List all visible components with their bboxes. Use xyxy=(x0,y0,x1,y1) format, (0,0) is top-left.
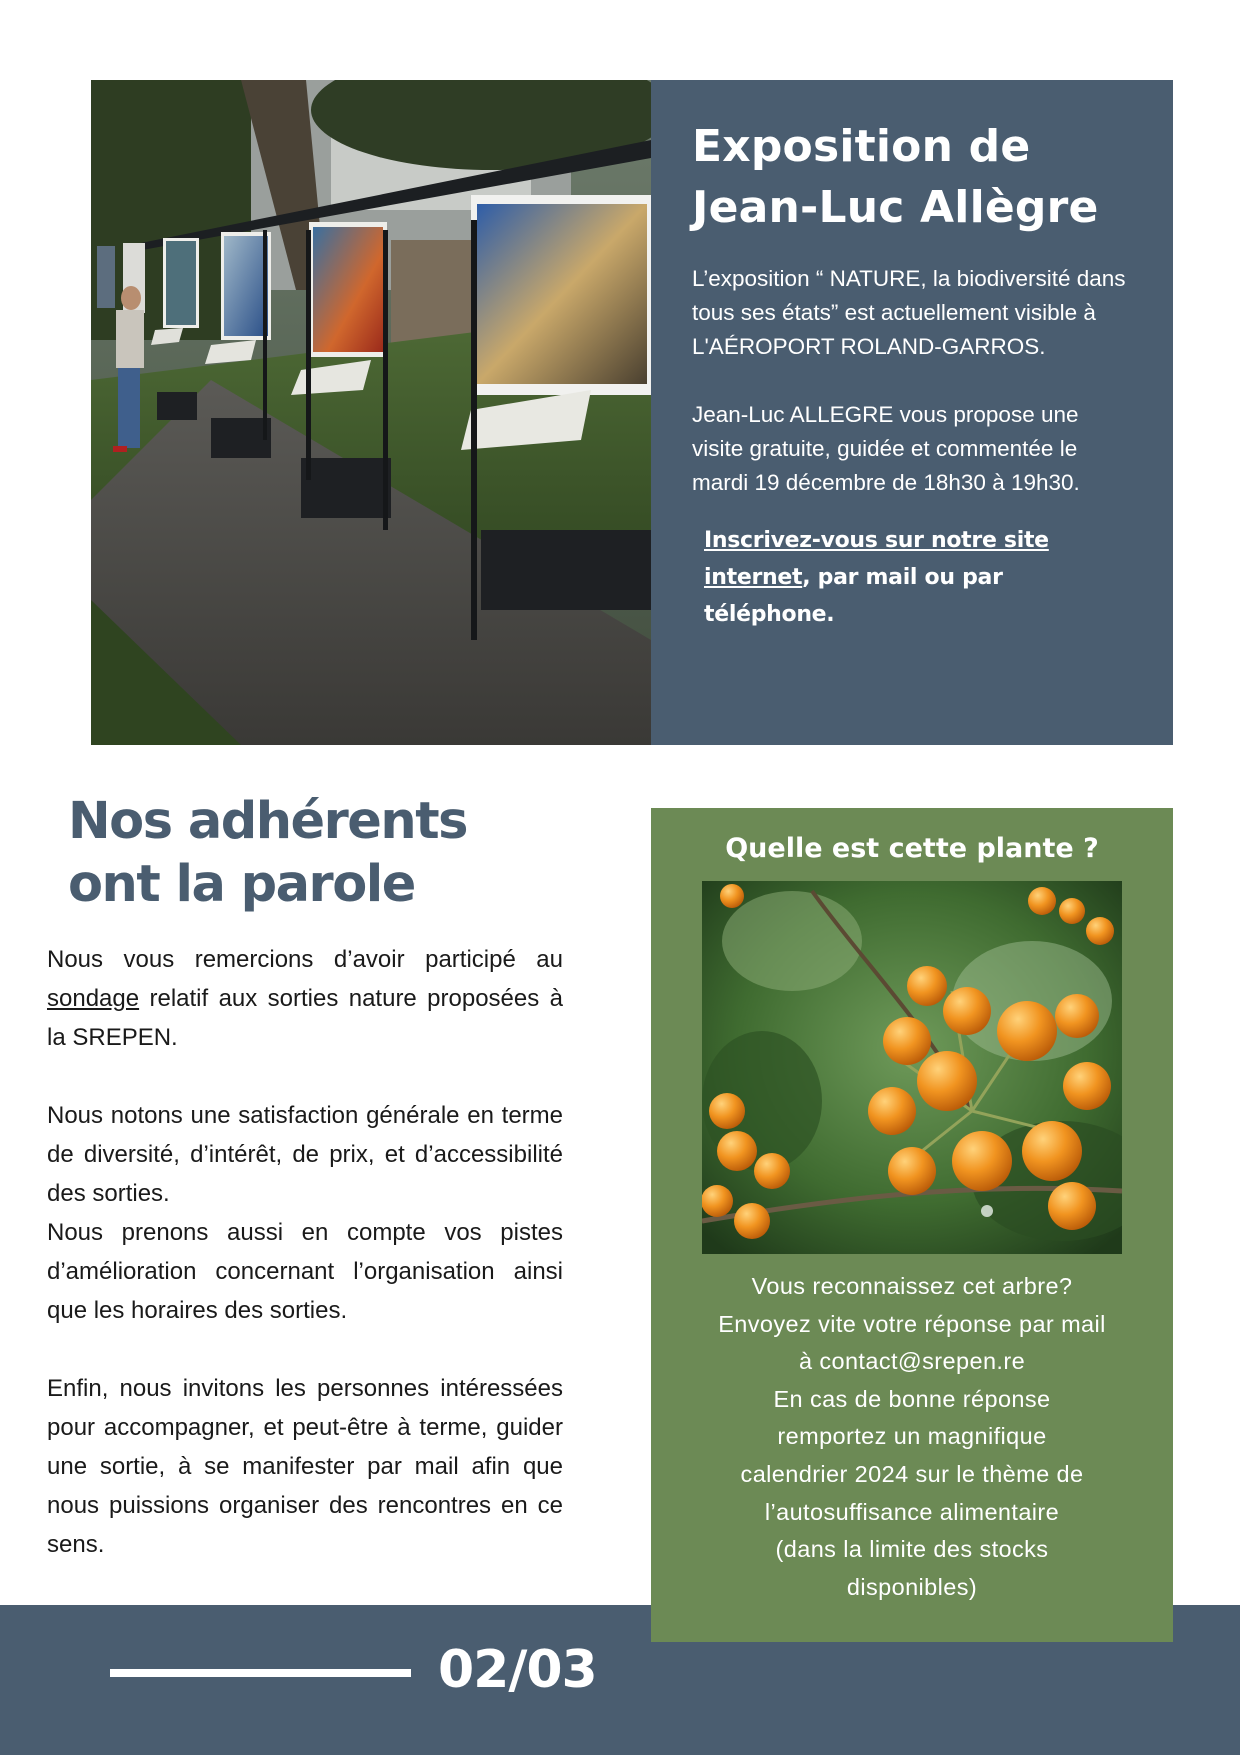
website-registration-link[interactable]: Inscrivez-vous sur notre site internet xyxy=(704,528,1049,590)
members-p1-before: Nous vous remercions d’avoir participé au xyxy=(47,946,563,973)
registration-call-to-action xyxy=(704,522,1129,633)
members-paragraph-2: Nous notons une satisfaction générale en terme de diversité, d’intérêt, de prix, et d’accessibilité des sorties. xyxy=(47,1102,563,1207)
quiz-contact-email[interactable]: à contact@srepen.re xyxy=(798,1348,1026,1375)
quiz-line: Envoyez vite votre réponse par mail xyxy=(718,1310,1106,1337)
paragraph-spacer xyxy=(47,1057,563,1096)
members-paragraph-1 xyxy=(47,940,563,1057)
plant-quiz-title: Quelle est cette plante ? xyxy=(725,833,1099,864)
exhibition-photo-illustration xyxy=(91,80,651,745)
exhibition-paragraph-1: L’exposition “ NATURE, la biodiversité dans tous ses états” est actuellement visible à L'AÉROPORT ROLAND-GARROS. xyxy=(692,266,1126,359)
members-paragraph-4: Enfin, nous invitons les personnes intéressées pour accompagner, et peut-être à terme, guider une sortie, à se manifester par mail afin que nous puissions organiser des rencontres en ce sens. xyxy=(47,1375,563,1558)
quiz-line: Vous reconnaissez cet arbre? xyxy=(751,1273,1073,1299)
plant-quiz-text xyxy=(671,1268,1153,1606)
members-title-line1: Nos adhérents xyxy=(68,792,467,851)
quiz-line: (dans la limite des stocks xyxy=(775,1536,1049,1563)
exhibition-panel xyxy=(651,80,1173,745)
members-section-title xyxy=(68,790,467,916)
survey-link[interactable]: sondage xyxy=(47,985,140,1012)
quiz-line: l’autosuffisance alimentaire xyxy=(764,1498,1060,1525)
plant-quiz-panel xyxy=(651,808,1173,1642)
paragraph-spacer xyxy=(47,1330,563,1369)
registration-cta-rest: , par mail ou par téléphone. xyxy=(704,565,1003,627)
exhibition-title xyxy=(692,116,1129,238)
members-section-text xyxy=(47,940,563,1564)
exhibition-photo xyxy=(91,80,651,745)
plant-photo xyxy=(702,881,1122,1254)
exhibition-title-line2: Jean-Luc Allègre xyxy=(692,182,1099,233)
quiz-line: disponibles) xyxy=(846,1573,978,1600)
members-paragraph-3: Nous prenons aussi en compte vos pistes d’amélioration concernant l’organisation ainsi que les horaires des sorties. xyxy=(47,1219,563,1324)
page-number: 02/03 xyxy=(438,1640,597,1700)
members-p1-after: relatif aux sorties nature proposées à la SREPEN. xyxy=(47,985,563,1051)
quiz-line: En cas de bonne réponse xyxy=(773,1385,1051,1412)
exhibition-title-line1: Exposition de xyxy=(692,121,1031,172)
exhibition-paragraph-2: Jean-Luc ALLEGRE vous propose une visite gratuite, guidée et commentée le mardi 19 décembre de 18h30 à 19h30. xyxy=(692,402,1080,495)
plant-berries-illustration xyxy=(702,881,1122,1254)
quiz-line: remportez un magnifique xyxy=(777,1423,1047,1450)
quiz-line: calendrier 2024 sur le thème de xyxy=(740,1460,1084,1487)
footer-divider-line xyxy=(110,1669,411,1677)
members-title-line2: ont la parole xyxy=(68,855,415,914)
